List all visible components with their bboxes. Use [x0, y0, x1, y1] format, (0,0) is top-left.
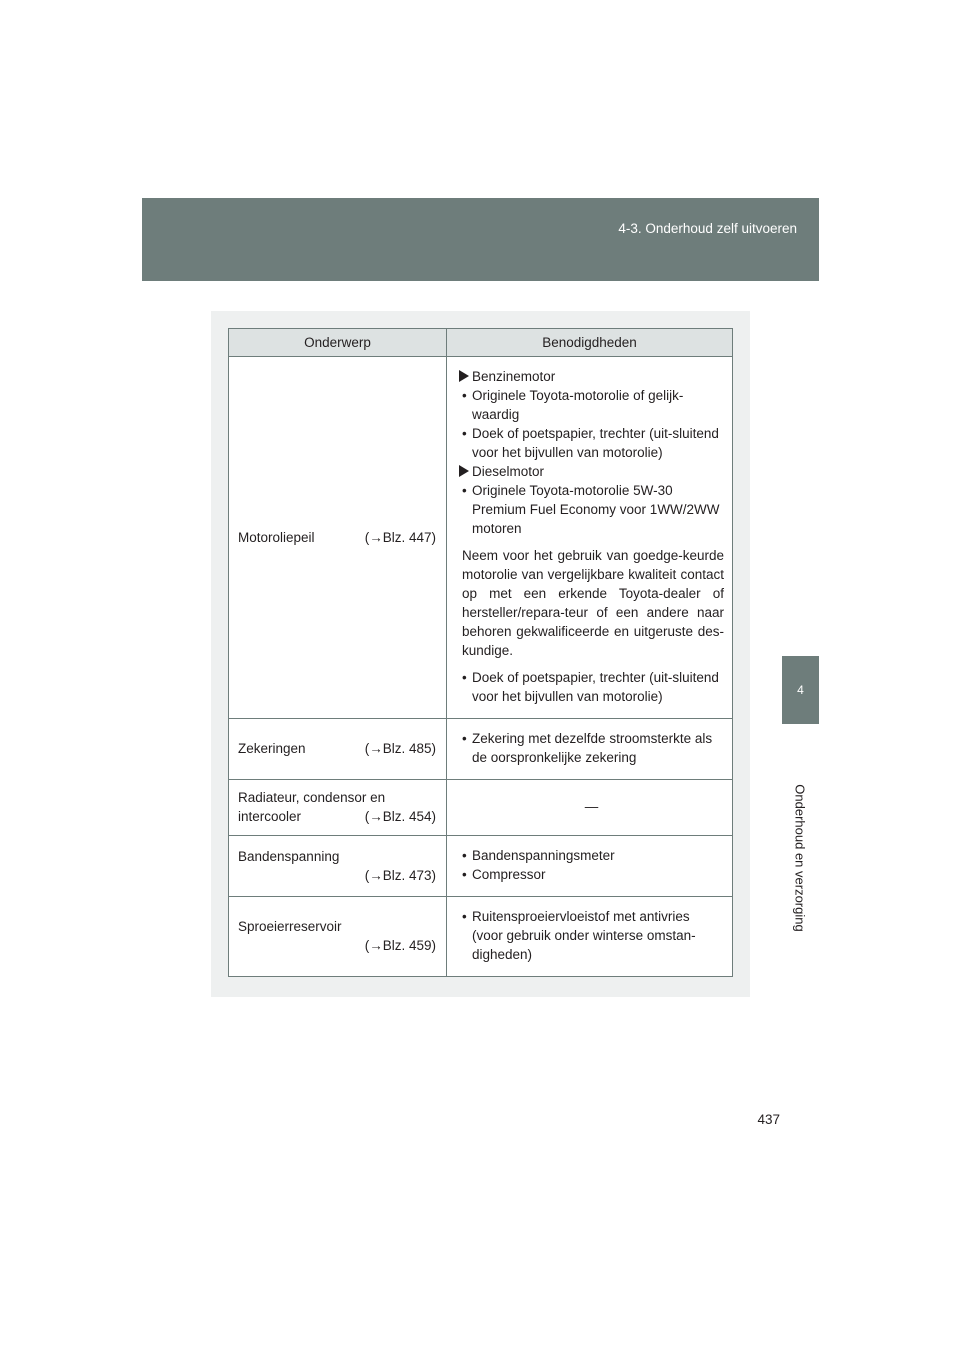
table-row	[229, 897, 733, 977]
table-row	[229, 780, 733, 836]
list-item: • Originele Toyota-motorolie 5W-30 Premium Fuel Economy voor 1WW/2WW motoren	[462, 481, 724, 538]
subject-text: Zekeringen	[238, 741, 306, 756]
list-item: • Compressor	[462, 865, 724, 884]
engine-heading: Dieselmotor	[472, 464, 545, 479]
subject-cell	[229, 719, 447, 780]
list-item: • Zekering met dezelfde stroomsterkte als de oorspronkelijke zekering	[462, 729, 724, 767]
subject-text: intercooler	[238, 809, 302, 824]
table-row	[229, 357, 733, 719]
chapter-tab	[782, 656, 819, 724]
page-reference: (→Blz. 459)	[364, 938, 436, 953]
chapter-label: Onderhoud en verzorging	[792, 784, 808, 932]
subject-text: Sproeierreservoir	[238, 919, 342, 934]
subject-text: Bandenspanning	[238, 848, 340, 864]
list-item: • Doek of poetspapier, trechter (uit-sluitend voor het bijvullen van motorolie)	[462, 668, 724, 706]
supplies-cell	[447, 357, 733, 719]
supplies-cell	[447, 897, 733, 977]
supplies-cell	[447, 719, 733, 780]
table-row	[229, 836, 733, 897]
page-number: 437	[757, 1112, 780, 1127]
page-reference: (→Blz. 447)	[364, 529, 436, 545]
subject-cell	[229, 836, 447, 897]
header-bar	[142, 198, 819, 281]
section-title: 4-3. Onderhoud zelf uitvoeren	[618, 221, 797, 236]
subject-cell	[229, 357, 447, 719]
list-item: • Ruitensproeiervloeistof met antivries (voor gebruik onder winterse omstan-digheden)	[462, 907, 724, 964]
subject-cell	[229, 897, 447, 977]
subject-text: Motoroliepeil	[238, 529, 315, 545]
empty-dash: —	[584, 799, 599, 814]
engine-heading: Benzinemotor	[472, 369, 556, 384]
triangle-arrow-icon	[459, 370, 469, 382]
table-header-row	[229, 329, 733, 357]
page-reference: (→Blz. 454)	[364, 809, 436, 824]
list-item: • Bandenspanningsmeter	[462, 846, 724, 865]
column-header-subject: Onderwerp	[229, 329, 447, 357]
subject-cell	[229, 780, 447, 836]
triangle-arrow-icon	[459, 465, 469, 477]
column-header-supplies: Benodigdheden	[447, 329, 733, 357]
chapter-number: 4	[797, 683, 804, 697]
page-reference: (→Blz. 473)	[364, 867, 436, 883]
supplies-cell	[447, 780, 733, 836]
note-paragraph: Neem voor het gebruik van goedge-keurde motorolie van vergelijkbare kwaliteit contact op met een erkende Toyota-dealer of hersteller/repara-teur of een andere naar behoren gekwalificeerde en uitgeruste des-kundige.	[462, 548, 724, 658]
list-item: • Originele Toyota-motorolie of gelijk-waardig	[462, 386, 724, 424]
table-row	[229, 719, 733, 780]
page-reference: (→Blz. 485)	[364, 741, 436, 756]
supplies-cell	[447, 836, 733, 897]
list-item: • Doek of poetspapier, trechter (uit-sluitend voor het bijvullen van motorolie)	[462, 424, 724, 462]
supplies-table	[228, 328, 733, 977]
subject-text: Radiateur, condensor en	[238, 790, 386, 805]
